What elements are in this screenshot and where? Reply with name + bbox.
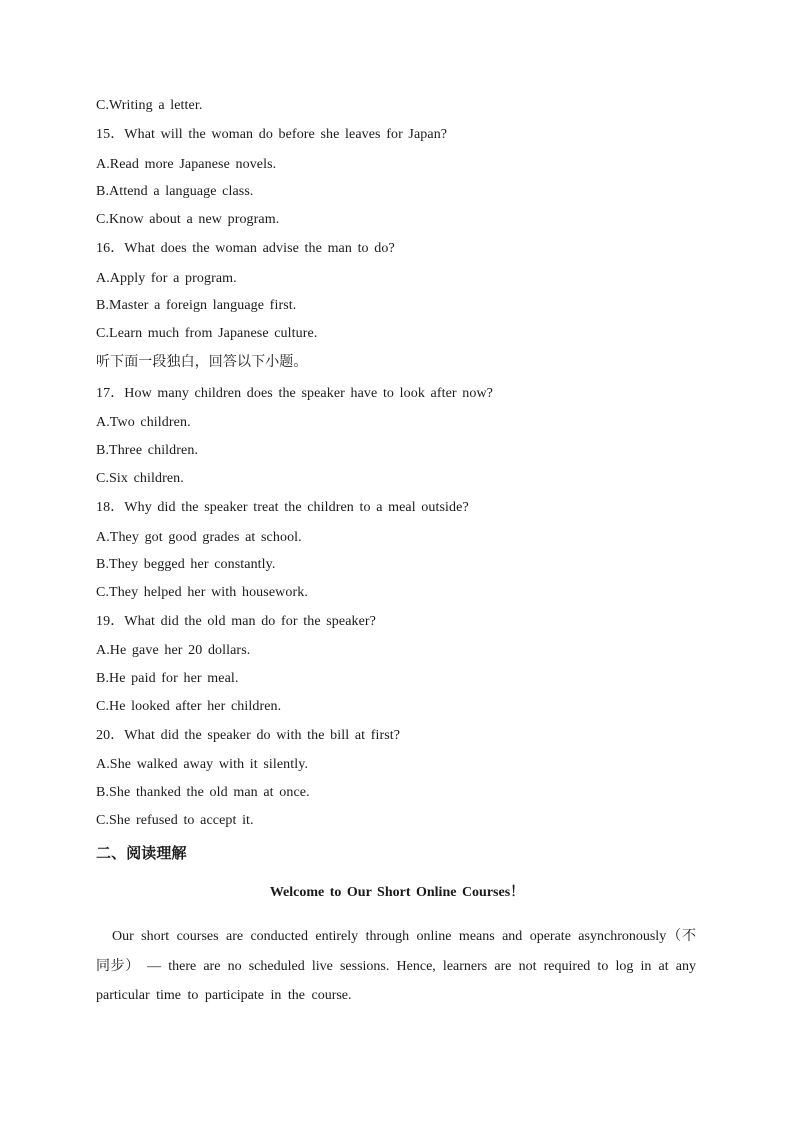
option-15c: C.Know about a new program. (96, 212, 280, 227)
option-20b: B.She thanked the old man at once. (96, 785, 310, 800)
question-15: 15．What will the woman do before she leaves for Japan? (96, 127, 448, 142)
option-20c: C.She refused to accept it. (96, 813, 254, 828)
option-17c: C.Six children. (96, 471, 184, 486)
option-14c: C.Writing a letter. (96, 98, 203, 113)
option-16b: B.Master a foreign language first. (96, 298, 297, 313)
option-15a: A.Read more Japanese novels. (96, 157, 277, 172)
passage-title: Welcome to Our Short Online Courses！ (269, 885, 525, 900)
option-16a: A.Apply for a program. (96, 271, 237, 286)
option-18c: C.They helped her with housework. (96, 585, 308, 600)
option-18a: A.They got good grades at school. (96, 530, 302, 545)
option-15b: B.Attend a language class. (96, 184, 254, 199)
passage-paragraph (96, 922, 696, 1011)
listening-instruction: 听下面一段独白，回答以下小题。 (96, 354, 308, 370)
option-19a: A.He gave her 20 dollars. (96, 643, 251, 658)
option-20a: A.She walked away with it silently. (96, 757, 309, 772)
passage-text: Our short courses are conducted entirely through online means and operate asynchronously（不同步） — there are no scheduled live sessions. Hence, learners are not required to log in at any particular time to participate in the course. (96, 929, 696, 1003)
option-19c: C.He looked after her children. (96, 699, 282, 714)
option-17a: A.Two children. (96, 415, 191, 430)
section-title: 二、阅读理解 (96, 844, 187, 862)
option-16c: C.Learn much from Japanese culture. (96, 326, 318, 341)
question-16: 16．What does the woman advise the man to do? (96, 241, 395, 256)
option-17b: B.Three children. (96, 443, 199, 458)
question-18: 18．Why did the speaker treat the children to a meal outside? (96, 500, 469, 515)
question-17: 17．How many children does the speaker have to look after now? (96, 386, 493, 401)
question-20: 20．What did the speaker do with the bill at first? (96, 728, 401, 743)
option-18b: B.They begged her constantly. (96, 557, 276, 572)
option-19b: B.He paid for her meal. (96, 671, 239, 686)
question-19: 19．What did the old man do for the speaker? (96, 614, 376, 629)
